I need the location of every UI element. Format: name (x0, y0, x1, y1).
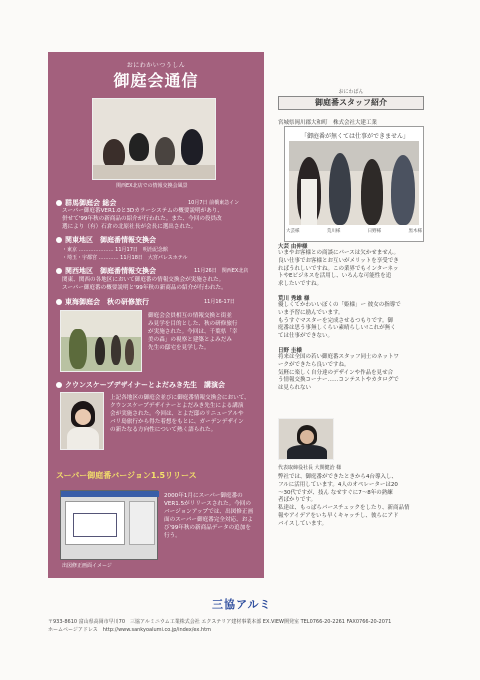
staff-title: 御庭番スタッフ紹介 (278, 96, 424, 110)
staff-2-text: 優しくてかわいいぼくの「姫様」ー 彼女の指導で いま予習に励んでいます。 もうすぐマスターを完成させるつもりです。御 庭番は思う事無しくらい素晴らしい!これが無く ては仕事ができない。 (278, 302, 401, 340)
staff-1-name: 大芸 由伸様 (278, 244, 308, 250)
meeting-photo (92, 98, 216, 180)
page-title: 御庭会通信 (113, 71, 199, 90)
president-text: 弊社では、御庭番ができたときから4台導入し、 フルに活用しています。4人のオペレーターは20 ～30代ですが、技ん なせすぐに7～8年の熟練 者ばかりです。 私達は、もっぱらパースチェックをしたり、新商品情 報やアイデアをいち早くキャッチし、彼らにアド バイスしています。 (278, 474, 410, 527)
staff-1-text: いまやお客様との商談にパースは欠かせません。 良い仕事でお客様とお互いがメリットを享受でき ればうれしいですね。この業界でもインターネッ トやEビジネスを活用し、いろんな可能性を追 求したいですね。 (278, 250, 400, 288)
kanto-tokyo: ・東京 ………………… 11月17日 明治記念館 (62, 247, 168, 253)
footer-address: 〒933-8610 富山県高岡市早川70 三協アルミニウム工業株式会社 エクステリア建材事業本部 EX.VIEW開発室 TEL0766-20-2261 FAX0766-20-2071 (48, 619, 392, 625)
screen-caption: 出図修正画面イメージ (62, 563, 112, 569)
footer-url[interactable]: ホームページアドレス http://www.sankyoalumi.co.jp/index/ex.htm (48, 627, 211, 633)
bullet-icon (56, 268, 62, 274)
tour-photo (60, 310, 142, 372)
staff-photo-box (284, 126, 424, 242)
staff-introduction (270, 52, 432, 578)
company-logo: 三協アルミ (212, 598, 272, 611)
staff-photo (289, 141, 419, 225)
staff-names: 大芸様 荒川様 日野様 黒木様 (286, 229, 422, 234)
release-body: 2000年1月にスーパー御庭番の VER1.5がリリースされた。今回の バージョンアップでは、出図修正画 面のスーパー御庭番完全対応、およ び'99年秋の新商品データの追加を 行う。 (164, 493, 254, 539)
staff-title-ruby: おにわばん (338, 89, 364, 95)
section-kanto: 関東地区 御庭番情報交換会 (56, 235, 156, 245)
section-kansai: 関西地区 御庭番情報交換会 (56, 266, 156, 276)
section-kansai-body: 関東、関西の各地区において御庭番の情報交換会が実施された。 スーパー御庭番の概要説明と'99年秋の新商品の紹介が行われた。 (62, 277, 227, 291)
section-tokai-meta: 11月16-17日 (204, 299, 235, 305)
bullet-icon (56, 382, 62, 388)
company-line: 宮城県岡川郡大和町 株式会社大建工業 (278, 120, 378, 126)
section-tokai-body: 御庭会会員相互の情報交換と街並 み見学を目的とした、秋の研修旅行 が実施された。今回は、千葉県「幸 美の森」の視察と建築とよみだみ 先生の邸宅を見学した。 (148, 313, 238, 351)
section-tokai: 東海御庭会 秋の研修旅行 (56, 297, 149, 307)
staff-2-name: 荒川 秀雄 様 (278, 296, 310, 302)
bullet-icon (56, 237, 62, 243)
section-lecture: クウンスケープデザイナーとよだみき先生 講演会 (56, 380, 225, 390)
section-gunma-meta: 10月7日 前橋東急イン (188, 200, 240, 206)
bullet-icon (56, 200, 62, 206)
section-lecture-body: 上記各地区の御庭会並びに御庭番情報交換会において、 クウンスケープデザイナーとよだみき先生による講演 会が実施された。今回は、とよだ邸のリニューアルや バリ島旅行から得た着想をもとに、ガーデンデザイン の新たなる方向性について熱く語られた。 (110, 395, 250, 433)
president-caption: 代表取締役社長 大関健治 様 (278, 465, 342, 471)
president-photo (278, 418, 334, 460)
staff-3-text: 将来は全国の若い御庭番スタッフ同士のネットワ ークができたら良いですね。 気軽に楽しく自分達のデザインや作品を見せ合 う情報交換コーナー……コンテストやカタログで は見られない (278, 354, 400, 392)
meeting-photo-caption: 関西EX北店での情報交換会風景 (116, 183, 188, 189)
lecturer-photo (60, 392, 104, 450)
bullet-icon (56, 299, 62, 305)
release-banner: スーパー御庭番バージョン1.5リリース (56, 471, 197, 480)
staff-3-name: 日野 圭様 (278, 348, 302, 354)
section-kansai-meta: 11月26日 関西EX北店 (194, 268, 249, 274)
section-gunma-body: スーパー御庭番VER1.0と3Dカラーシステムの概要説明があり、 併せて'99年秋の新商品の紹介が行われた。また、今回の役員改 選により（有）石倉の北原社長が会長に選出された。 (62, 208, 224, 230)
section-gunma: 群馬御庭会 総会 (56, 198, 116, 208)
onikawa-news-panel (48, 52, 264, 578)
staff-quote: 「御庭番が無くては仕事ができません」 (300, 133, 409, 140)
kanto-saitama: ・埼玉・宇都宮 ………… 11月18日 大宮パレスホテル (62, 255, 188, 261)
software-screen-image (60, 490, 158, 560)
title-ruby: おにわかいつうしん (126, 62, 186, 69)
